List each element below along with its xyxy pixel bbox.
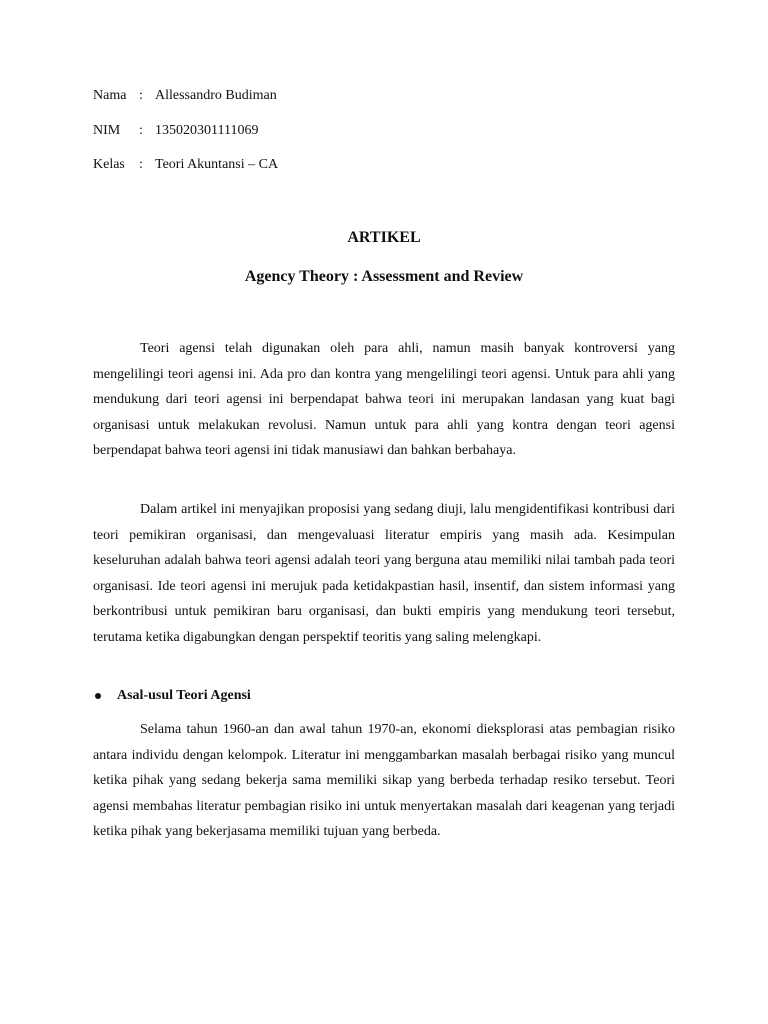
section-heading [117, 686, 251, 706]
paragraph-3: Selama tahun 1960-an dan awal tahun 1970-an, ekonomi dieksplorasi atas pembagian risiko antara individu dengan kelompok. Literatur ini menggambarkan masalah berbagai risiko yang muncul ketika pihak yang sedang bekerja sama memiliki sikap yang berbeda terhadap resiko tersebut. Teori agensi membahas literatur pembagian risiko ini untuk menyertakan masalah dari keagenan yang terjadi ketika pihak yang bekerjasama memiliki tujuan yang berbeda. [93, 722, 675, 839]
info-label: NIM [93, 122, 121, 138]
info-label: Kelas [93, 157, 125, 172]
paragraph-1-block [93, 336, 675, 464]
info-label: Nama [93, 88, 127, 103]
info-value: 135020301111069 [155, 122, 259, 138]
info-colon: : [139, 157, 143, 172]
info-value: Allessandro Budiman [155, 88, 277, 103]
paragraph-1: Teori agensi telah digunakan oleh para ahli, namun masih banyak kontroversi yang mengelilingi teori agensi ini. Ada pro dan kontra yang mengelilingi teori agensi. Untuk para ahli yang mendukung dari teori agensi ini berpendapat bahwa teori ini merupakan landasan yang kuat bagi organisasi untuk melakukan revolusi. Namun untuk para ahli yang kontra dengan teori agensi berpendapat bahwa teori agensi ini tidak manusiawi dan bahkan berbahaya. [93, 341, 675, 458]
info-value: Teori Akuntansi – CA [155, 157, 279, 172]
info-colon: : [139, 88, 143, 103]
paragraph-2: Dalam artikel ini menyajikan proposisi yang sedang diuji, lalu mengidentifikasi kontribusi dari teori pemikiran organisasi, dan mengevaluasi literatur empiris yang masih ada. Kesimpulan keseluruhan adalah bahwa teori agensi adalah teori yang berguna atau memiliki nilai tambah pada teori organisasi. Ide teori agensi ini merujuk pada ketidakpastian hasil, insentif, dan sistem informasi yang berkontribusi untuk pemikiran baru organisasi, dan bukti empiris yang mendukung teori tersebut, terutama ketika digabungkan dengan perspektif teoritis yang saling melengkapi. [93, 502, 675, 645]
section-heading-text: Asal-usul Teori Agensi [117, 688, 251, 703]
article-heading: ARTIKEL [347, 229, 421, 246]
article-title: Agency Theory : Assessment and Review [244, 268, 524, 285]
info-colon: : [139, 122, 143, 138]
paragraph-2-block [93, 497, 675, 650]
bullet-icon [95, 693, 101, 699]
paragraph-3-block [93, 717, 675, 845]
